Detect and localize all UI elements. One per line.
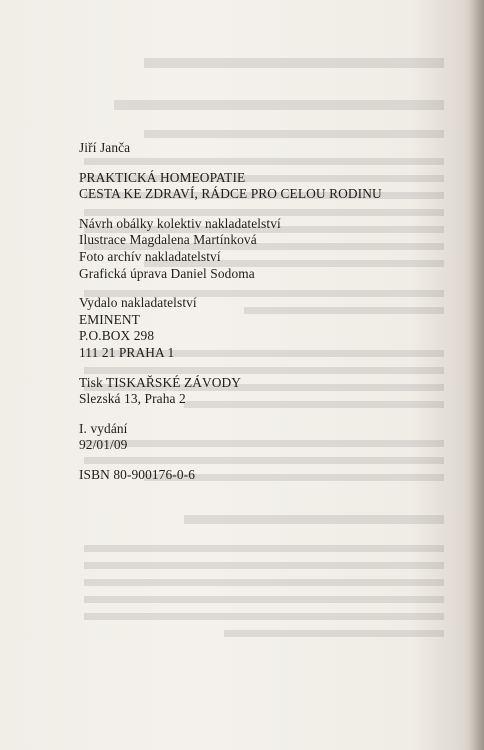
book-title: PRAKTICKÁ HOMEOPATIE bbox=[79, 169, 246, 185]
publisher-pobox: P.O.BOX 298 bbox=[79, 328, 155, 344]
printer-name: Tisk TISKAŘSKÉ ZÁVODY bbox=[79, 374, 242, 390]
printer-address: Slezská 13, Praha 2 bbox=[79, 391, 186, 407]
credit-graphic-design: Grafická úprava Daniel Sodoma bbox=[79, 265, 255, 281]
credit-photos: Foto archív nakladatelství bbox=[79, 248, 221, 264]
publisher-city: 111 21 PRAHA 1 bbox=[79, 344, 175, 360]
page-edge-shadow bbox=[470, 0, 484, 750]
edition-code: 92/01/09 bbox=[79, 437, 128, 453]
publisher-intro: Vydalo nakladatelství bbox=[79, 295, 197, 311]
isbn: ISBN 80-900176-0-6 bbox=[79, 466, 195, 482]
credit-cover: Návrh obálky kolektiv nakladatelství bbox=[79, 215, 281, 231]
book-subtitle: CESTA KE ZDRAVÍ, RÁDCE PRO CELOU RODINU bbox=[79, 186, 382, 202]
credit-illustrations: Ilustrace Magdalena Martínková bbox=[79, 232, 257, 248]
publisher-name: EMINENT bbox=[79, 311, 140, 327]
imprint-block bbox=[79, 140, 382, 484]
edition-number: I. vydání bbox=[79, 420, 128, 436]
author-name: Jiří Janča bbox=[79, 140, 131, 155]
